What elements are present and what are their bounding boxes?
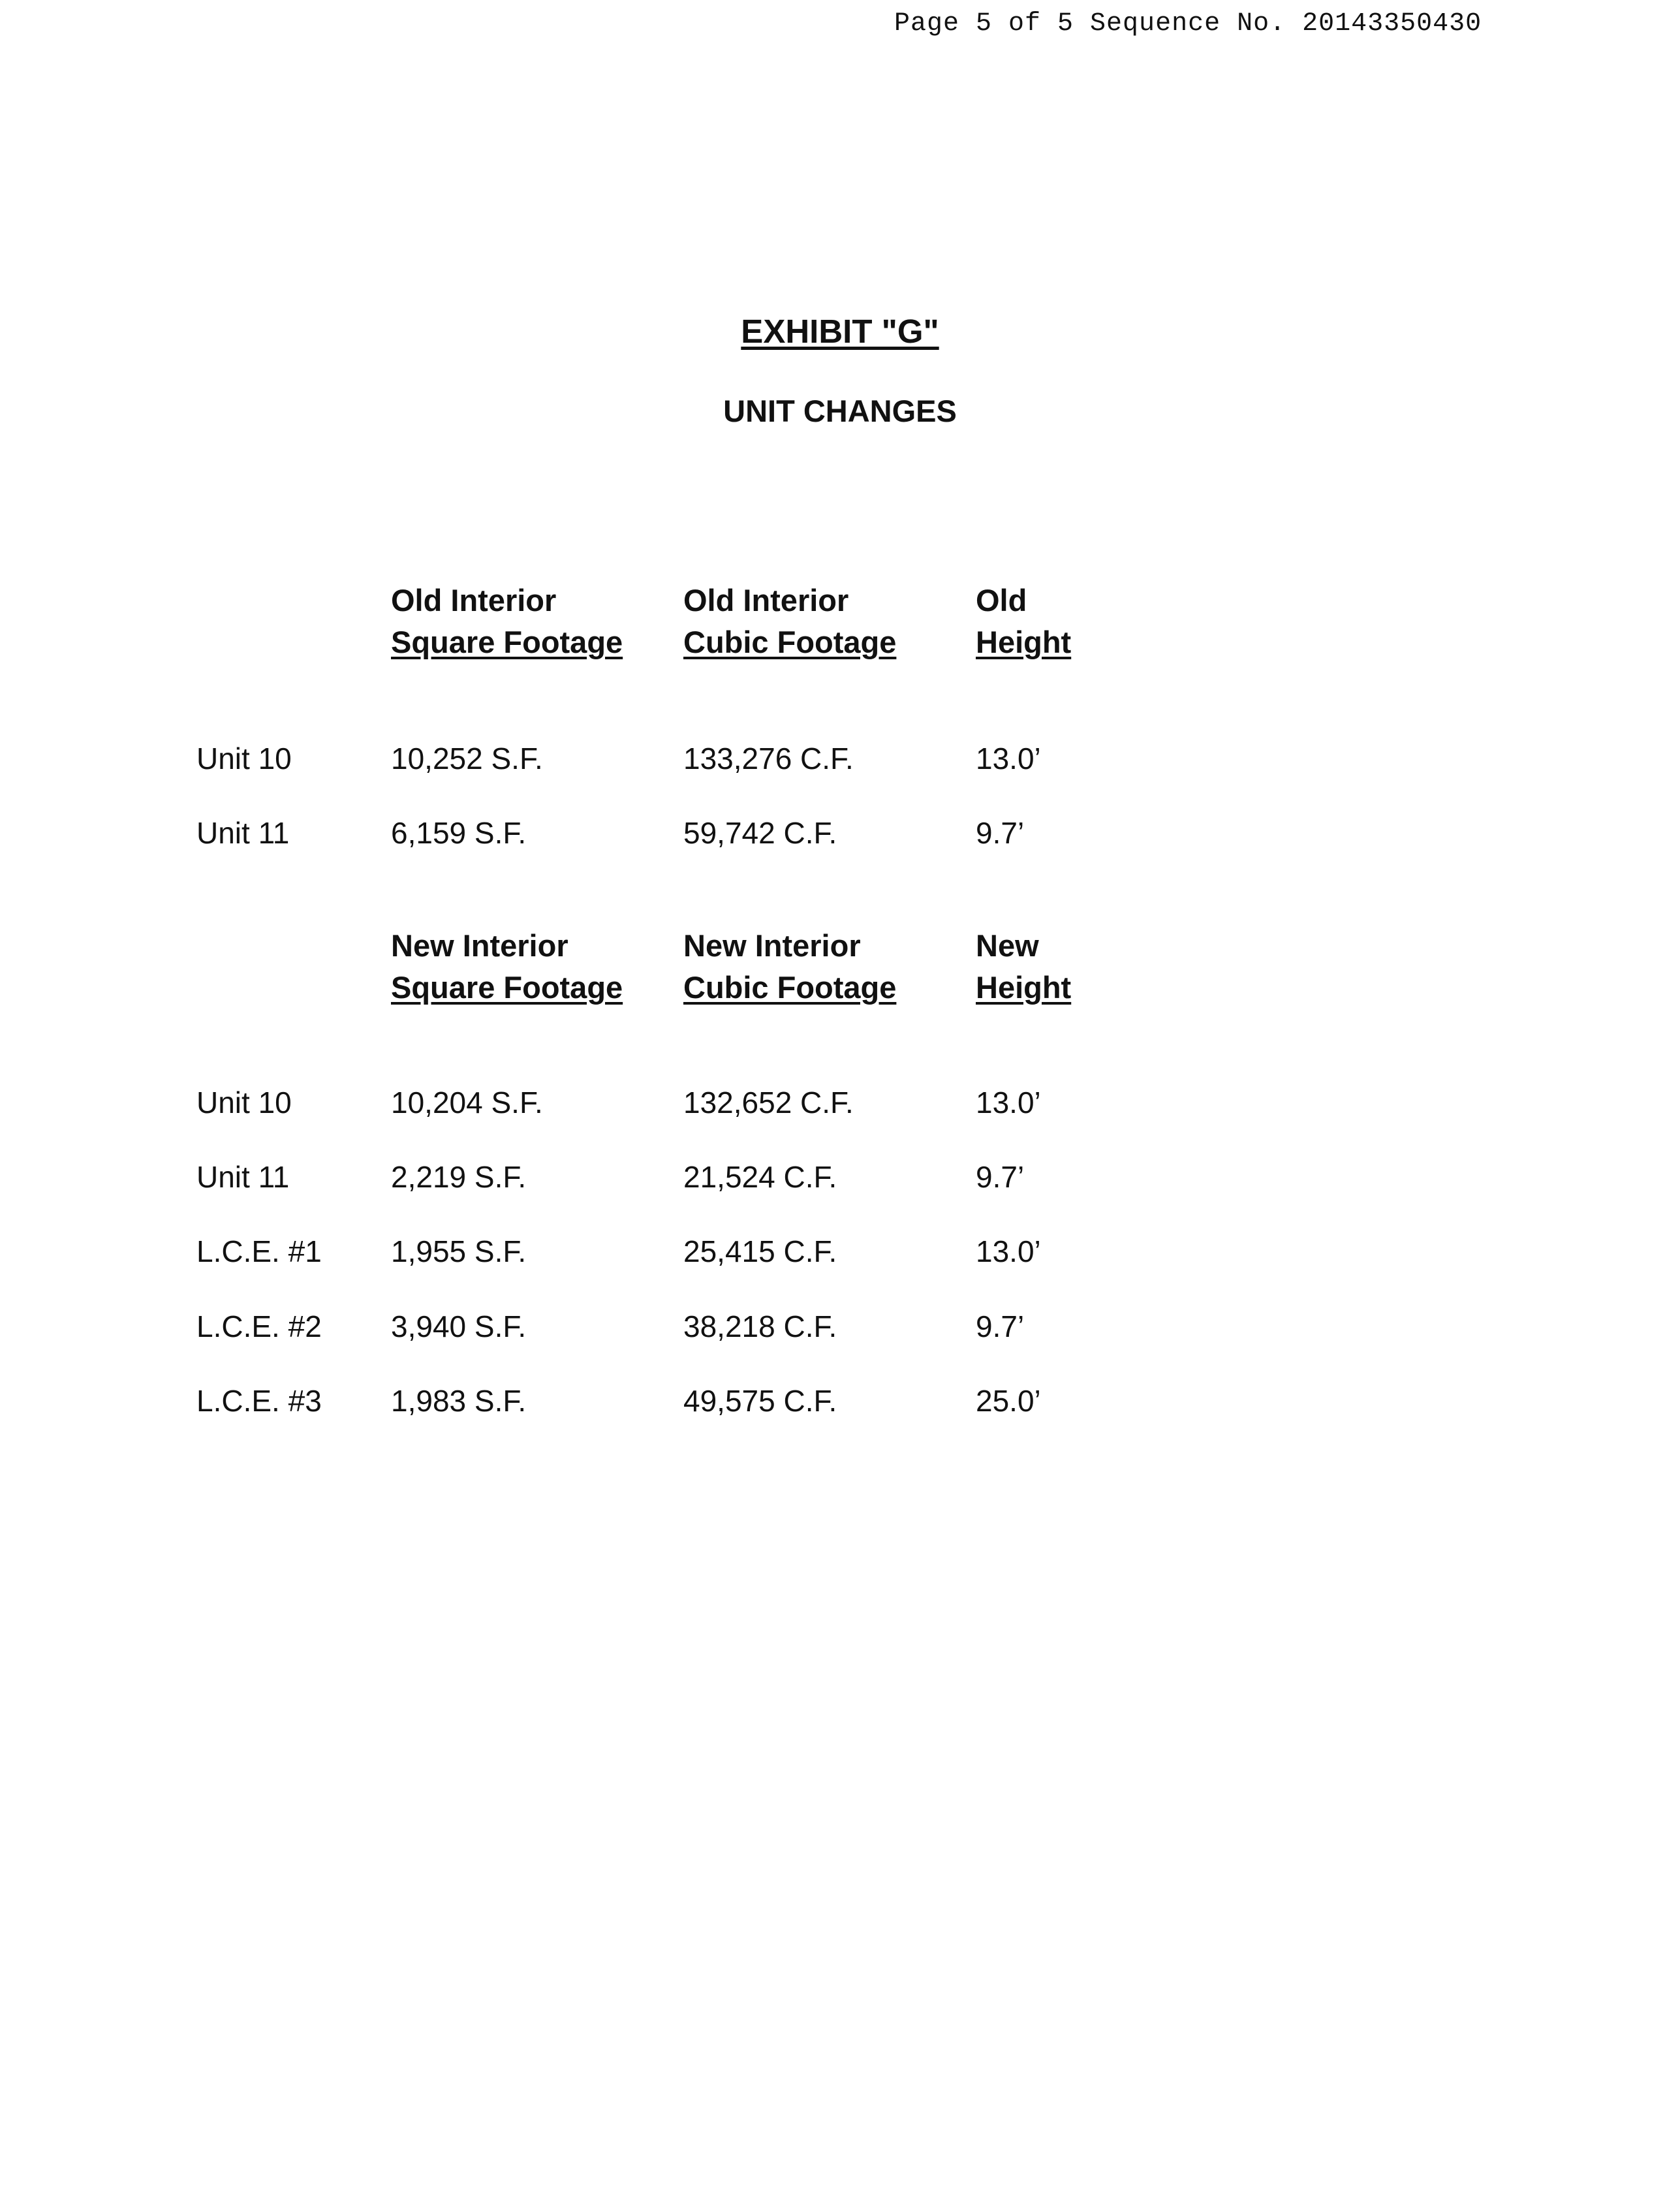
height-cell: 9.7’ xyxy=(976,1160,1025,1194)
height-cell: 13.0’ xyxy=(976,742,1041,775)
new-sf-header-line1: New Interior xyxy=(391,928,568,963)
square-footage-cell: 1,983 S.F. xyxy=(391,1384,527,1418)
section-title: UNIT CHANGES xyxy=(723,394,957,428)
square-footage-cell: 3,940 S.F. xyxy=(391,1309,527,1343)
square-footage-cell: 1,955 S.F. xyxy=(391,1234,527,1268)
height-cell: 9.7’ xyxy=(976,1309,1025,1343)
cubic-footage-cell: 38,218 C.F. xyxy=(683,1309,837,1343)
square-footage-cell: 10,252 S.F. xyxy=(391,742,543,775)
square-footage-cell: 10,204 S.F. xyxy=(391,1086,543,1119)
height-cell: 13.0’ xyxy=(976,1234,1041,1268)
row-label: Unit 11 xyxy=(196,1160,290,1194)
new-sf-header-line2: Square Footage xyxy=(391,970,623,1005)
old-sf-header-line1: Old Interior xyxy=(391,583,557,618)
row-label: L.C.E. #3 xyxy=(196,1384,322,1418)
row-label: L.C.E. #2 xyxy=(196,1309,322,1343)
cubic-footage-cell: 21,524 C.F. xyxy=(683,1160,837,1194)
old-cf-header-line2: Cubic Footage xyxy=(683,625,897,659)
new-cf-header-line2: Cubic Footage xyxy=(683,970,897,1005)
cubic-footage-cell: 59,742 C.F. xyxy=(683,816,837,850)
height-cell: 25.0’ xyxy=(976,1384,1041,1418)
row-label: Unit 10 xyxy=(196,742,292,775)
row-label: Unit 10 xyxy=(196,1086,292,1119)
old-sf-header-line2: Square Footage xyxy=(391,625,623,659)
row-label: Unit 11 xyxy=(196,816,290,850)
exhibit-title: EXHIBIT "G" xyxy=(741,313,939,350)
height-cell: 13.0’ xyxy=(976,1086,1041,1119)
height-cell: 9.7’ xyxy=(976,816,1025,850)
new-cf-header-line1: New Interior xyxy=(683,928,861,963)
old-cf-header-line1: Old Interior xyxy=(683,583,849,618)
new-height-header-line2: Height xyxy=(976,970,1072,1005)
cubic-footage-cell: 133,276 C.F. xyxy=(683,742,854,775)
cubic-footage-cell: 132,652 C.F. xyxy=(683,1086,854,1119)
old-height-header-line2: Height xyxy=(976,625,1072,659)
square-footage-cell: 6,159 S.F. xyxy=(391,816,527,850)
square-footage-cell: 2,219 S.F. xyxy=(391,1160,527,1194)
new-height-header-line1: New xyxy=(976,928,1039,963)
old-height-header-line1: Old xyxy=(976,583,1027,618)
cubic-footage-cell: 49,575 C.F. xyxy=(683,1384,837,1418)
cubic-footage-cell: 25,415 C.F. xyxy=(683,1234,837,1268)
row-label: L.C.E. #1 xyxy=(196,1234,322,1268)
page-sequence-header: Page 5 of 5 Sequence No. 20143350430 xyxy=(894,9,1482,39)
